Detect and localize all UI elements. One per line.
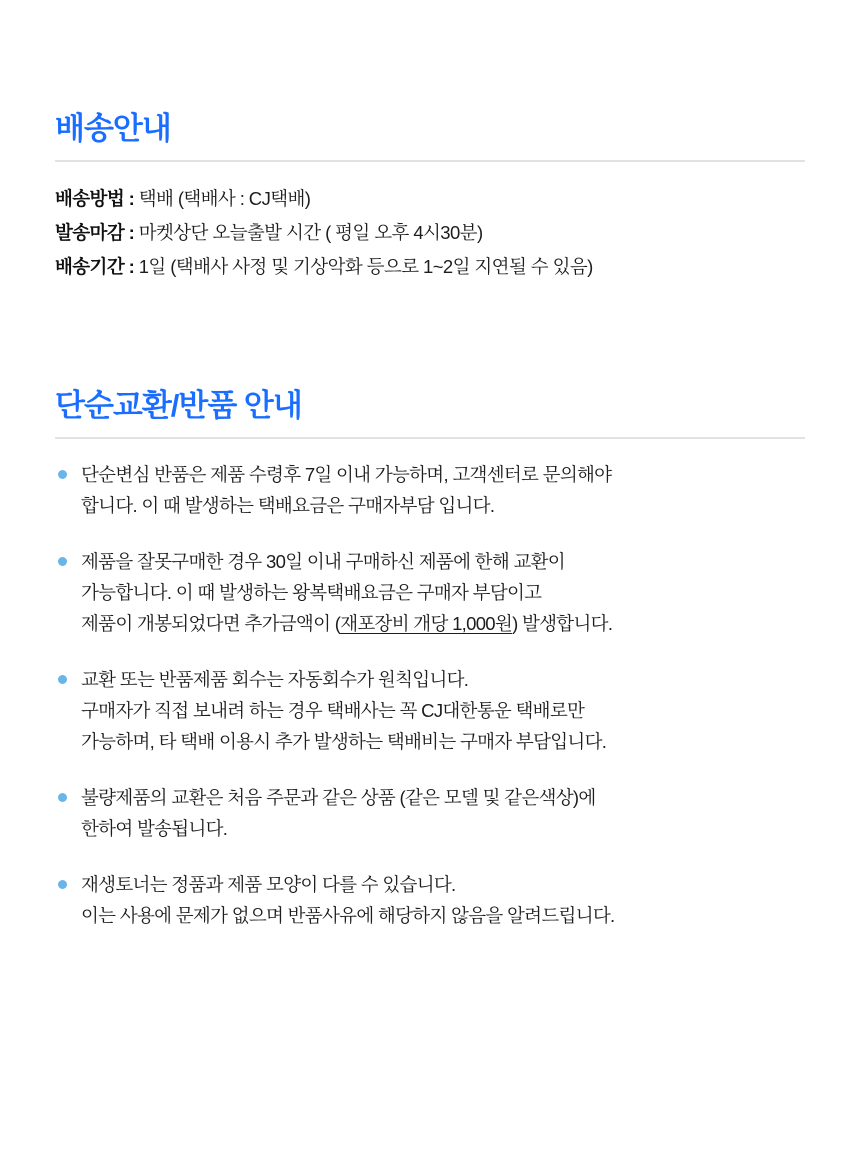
return-divider [55,437,805,439]
delivery-section [55,0,805,284]
policy-line: 구매자가 직접 보내려 하는 경우 택배사는 꼭 CJ대한통운 택배로만 [81,700,585,722]
bullet-dot-icon [58,880,67,889]
policy-line: 재생토너는 정품과 제품 모양이 다를 수 있습니다. [81,874,456,896]
list-item [55,869,805,931]
delivery-row-cutoff [55,216,805,250]
bullet-dot-icon [58,470,67,479]
list-item [55,782,805,844]
delivery-method-label: 배송방법 : [55,188,135,210]
policy-line-repack-fee [81,608,805,639]
return-exchange-section [55,284,805,931]
policy-line: 가능합니다. 이 때 발생하는 왕복택배요금은 구매자 부담이고 [81,582,542,604]
policy-line: 가능하며, 타 택배 이용시 추가 발생하는 택배비는 구매자 부담입니다. [81,731,607,753]
delivery-cutoff-value: 마켓상단 오늘출발 시간 ( 평일 오후 4시30분) [138,222,483,244]
list-item [55,459,805,521]
policy-line: 단순변심 반품은 제품 수령후 7일 이내 가능하며, 고객센터로 문의해야 [81,464,612,486]
delivery-duration-value: 1일 (택배사 사정 및 기상악화 등으로 1~2일 지연될 수 있음) [138,256,593,278]
policy-line: 불량제품의 교환은 처음 주문과 같은 상품 (같은 모델 및 같은색상)에 [81,787,596,809]
return-policy-list [55,459,805,931]
delivery-cutoff-label: 발송마감 : [55,222,135,244]
policy-line: 이는 사용에 문제가 없으며 반품사유에 해당하지 않음을 알려드립니다. [81,905,615,927]
bullet-dot-icon [58,557,67,566]
bullet-dot-icon [58,675,67,684]
delivery-row-method [55,182,805,216]
repack-fee-prefix: 제품이 개봉되었다면 추가금액이 ( [81,613,341,635]
delivery-row-duration [55,250,805,284]
list-item [55,546,805,639]
policy-line: 합니다. 이 때 발생하는 택배요금은 구매자부담 입니다. [81,495,495,517]
delivery-method-value: 택배 (택배사 : CJ택배) [138,188,311,210]
list-item [55,664,805,757]
delivery-section-title: 배송안내 [55,111,171,146]
delivery-divider [55,160,805,162]
policy-line: 한하여 발송됩니다. [81,818,228,840]
return-section-title: 단순교환/반품 안내 [55,388,302,424]
repack-fee-suffix: ) 발생합니다. [512,613,613,635]
bullet-dot-icon [58,793,67,802]
delivery-duration-label: 배송기간 : [55,256,135,278]
policy-line: 제품을 잘못구매한 경우 30일 이내 구매하신 제품에 한해 교환이 [81,551,565,573]
repack-fee-amount: 재포장비 개당 1,000원 [340,613,513,635]
policy-line: 교환 또는 반품제품 회수는 자동회수가 원칙입니다. [81,669,469,691]
